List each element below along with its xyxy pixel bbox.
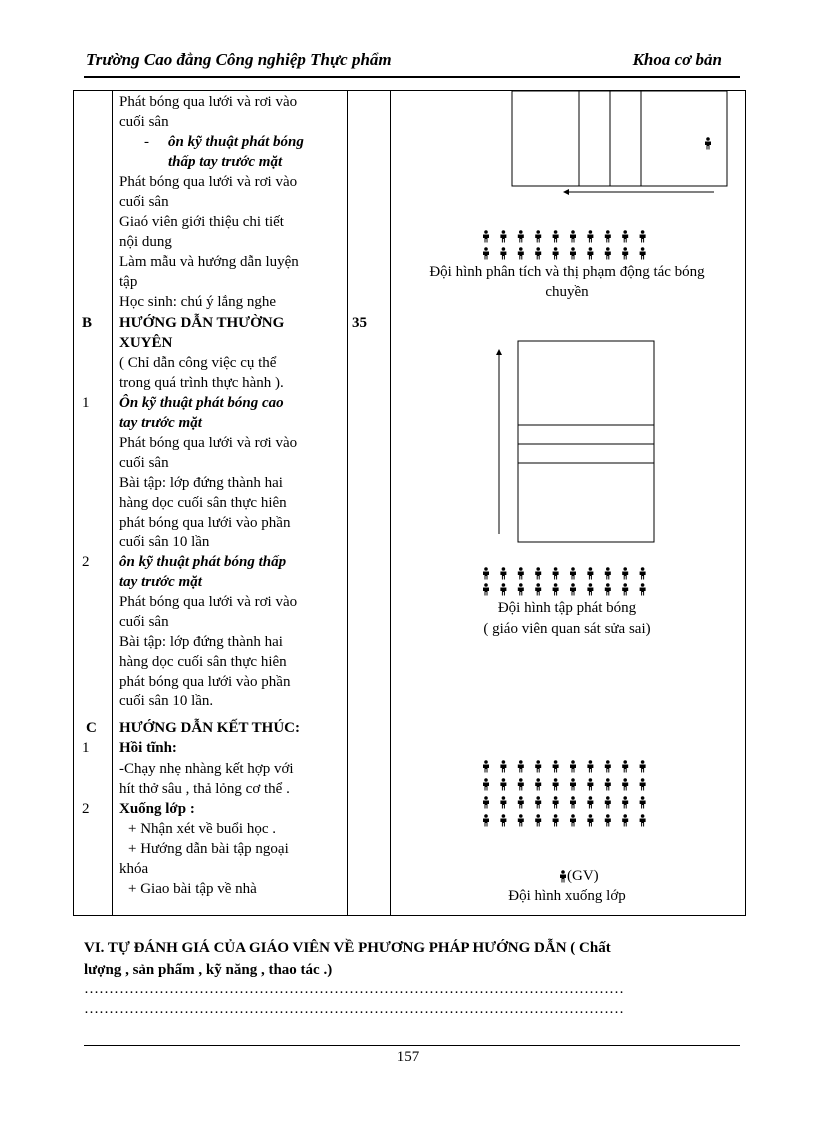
player-icon [605,796,611,808]
player-icon [483,567,489,579]
content-line: trong quá trình thực hành ). [119,375,284,391]
player-icon [640,760,646,772]
player-icon [500,796,506,808]
diagram-caption-2b: ( giáo viên quan sát sửa sai) [483,621,651,637]
content-line: khóa [119,861,149,877]
player-icon [605,230,611,242]
section-heading: HƯỚNG DẪN KẾT THÚC: [119,720,300,736]
content-line: hàng dọc cuối sân thực hiên [119,495,287,511]
player-icon [622,583,628,595]
player-icon [605,778,611,790]
content-line: cuối sân 10 lần. [119,693,214,709]
player-icon [518,583,524,595]
section-heading: XUYÊN [119,335,173,351]
player-icon [500,583,506,595]
player-icon [605,814,611,826]
footer-rule [84,1045,740,1046]
content-line: Bài tập: lớp đứng thành hai [119,634,283,650]
player-icon [483,230,489,242]
self-evaluation-heading [84,937,744,981]
player-icon [587,778,593,790]
step-label: 2 [82,554,90,570]
step-label: 2 [82,801,90,817]
player-icon [535,247,541,259]
player-icon [535,814,541,826]
player-icon [553,796,559,808]
content-line: cuối sân [119,455,169,471]
player-icon [518,760,524,772]
player-icon [570,230,576,242]
player-icon [587,247,593,259]
player-icon [500,778,506,790]
player-icon [640,796,646,808]
diagram-caption-2: Đội hình tập phát bóng [497,600,637,616]
player-icon [500,230,506,242]
player-icon [553,814,559,826]
volleyball-court-1 [512,91,727,186]
content-line: + Hướng dẫn bài tập ngoại [128,841,289,857]
diagram-caption-3: Đội hình xuống lớp [508,888,626,904]
player-icon [553,230,559,242]
formation-2 [483,567,646,595]
subheading: Ôn kỹ thuật phát bóng cao [119,395,284,411]
answer-line: ……………………………………………………………………………………………… [84,1001,624,1017]
volleyball-court-2 [518,341,654,542]
player-icon [570,760,576,772]
subheading: Hồi tĩnh: [119,740,177,756]
player-icon [553,583,559,595]
answer-line: ……………………………………………………………………………………………… [84,981,624,997]
faculty-name: Khoa cơ bản [632,50,722,69]
content-line: Phát bóng qua lưới và rơi vào [119,174,298,190]
time-minutes: 35 [352,315,367,331]
player-icon [587,814,593,826]
player-icon [622,760,628,772]
player-icon [622,814,628,826]
player-icon [605,583,611,595]
step-label: 1 [82,740,90,756]
player-icon [570,567,576,579]
player-icon [587,796,593,808]
content-line: cuối sân [119,614,169,630]
player-icon [622,778,628,790]
player-icon [518,230,524,242]
step-label: 1 [82,395,90,411]
content-line: phát bóng qua lưới vào phần [119,515,291,531]
content-line: + Nhận xét về buổi học . [128,821,277,837]
player-icon [570,796,576,808]
player-icon [535,796,541,808]
player-icon [535,583,541,595]
heading-line: lượng , sản phẩm , kỹ năng , thao tác .) [84,962,333,978]
player-icon [570,814,576,826]
player-icon [500,760,506,772]
player-icon [570,778,576,790]
subheading: tay trước mặt [119,415,202,431]
school-name: Trường Cao đẳng Công nghiệp Thực phẩm [86,50,392,69]
page-number: 157 [396,1049,420,1065]
content-line: Phát bóng qua lưới và rơi vào [119,435,298,451]
content-line: Giaó viên giới thiệu chi tiết [119,214,284,230]
player-icon [553,760,559,772]
content-line: Làm mẫu và hướng dẫn luyện [119,254,299,270]
diagram-caption-1b: chuyền [545,284,589,300]
section-label-c: C [86,720,97,736]
bullet-dash: - [144,134,149,150]
player-icon [605,760,611,772]
player-icon [570,583,576,595]
player-icon [587,230,593,242]
content-line: thấp tay trước mặt [168,154,283,170]
player-icon [640,567,646,579]
player-icon [535,230,541,242]
player-icon [587,583,593,595]
player-icon [622,796,628,808]
player-icon [640,247,646,259]
player-icon [605,247,611,259]
content-line: -Chạy nhẹ nhàng kết hợp với [119,761,294,777]
content-line: Bài tập: lớp đứng thành hai [119,475,283,491]
player-icon [570,247,576,259]
player-icon [587,760,593,772]
content-line: Phát bóng qua lưới và rơi vào [119,594,298,610]
player-icon [483,796,489,808]
teacher-icon [560,870,566,882]
formation-3 [483,760,646,826]
player-icon [640,814,646,826]
player-icon [622,247,628,259]
player-icon [483,247,489,259]
content-line: hàng dọc cuối sân thực hiên [119,654,287,670]
content-line: hít thở sâu , thả lỏng cơ thể . [119,781,290,797]
player-icon [500,567,506,579]
subheading: ôn kỹ thuật phát bóng thấp [119,554,287,570]
content-line: nội dung [119,234,172,250]
player-icon [640,583,646,595]
player-icon [622,567,628,579]
content-line: cuối sân [119,194,169,210]
player-icon [535,567,541,579]
content-line: cuối sân 10 lần [119,534,210,550]
subheading: tay trước mặt [119,574,202,590]
player-icon [622,230,628,242]
player-icon [500,247,506,259]
player-icon [553,567,559,579]
content-line: Học sinh: chú ý lắng nghe [119,294,277,310]
diagram-caption-1: Đội hình phân tích và thị phạm động tác bóng [429,264,705,280]
player-icon [640,230,646,242]
content-line: ( Chỉ dẫn công việc cụ thể [119,355,277,371]
player-icon [483,778,489,790]
player-icon [483,814,489,826]
teacher-label: (GV) [567,868,599,884]
player-icon [553,247,559,259]
player-icon [535,760,541,772]
player-icon [518,247,524,259]
content-line: tập [119,274,138,290]
section-heading: HƯỚNG DẪN THƯỜNG [119,315,285,331]
subheading: Xuống lớp : [119,801,195,817]
player-icon [587,567,593,579]
player-icon [518,796,524,808]
player-icon [518,778,524,790]
content-line: cuối sân [119,114,169,130]
player-icon [553,778,559,790]
player-icon [483,760,489,772]
player-icon [535,778,541,790]
player-icon [605,567,611,579]
player-icon [518,814,524,826]
content-line: Phát bóng qua lưới và rơi vào [119,94,298,110]
player-icon [640,778,646,790]
player-icon [500,814,506,826]
player-icon [483,583,489,595]
content-line: phát bóng qua lưới vào phần [119,674,291,690]
formation-1 [483,230,646,259]
content-line: ôn kỹ thuật phát bóng [168,134,304,150]
heading-line: VI. TỰ ĐÁNH GIÁ CỦA GIÁO VIÊN VỀ PHƯƠNG PHÁP HƯỚNG DẪN ( Chất [84,940,611,956]
player-icon [518,567,524,579]
player-icon [705,137,711,149]
content-line: + Giao bài tập về nhà [128,881,257,897]
section-label-b: B [82,315,93,331]
